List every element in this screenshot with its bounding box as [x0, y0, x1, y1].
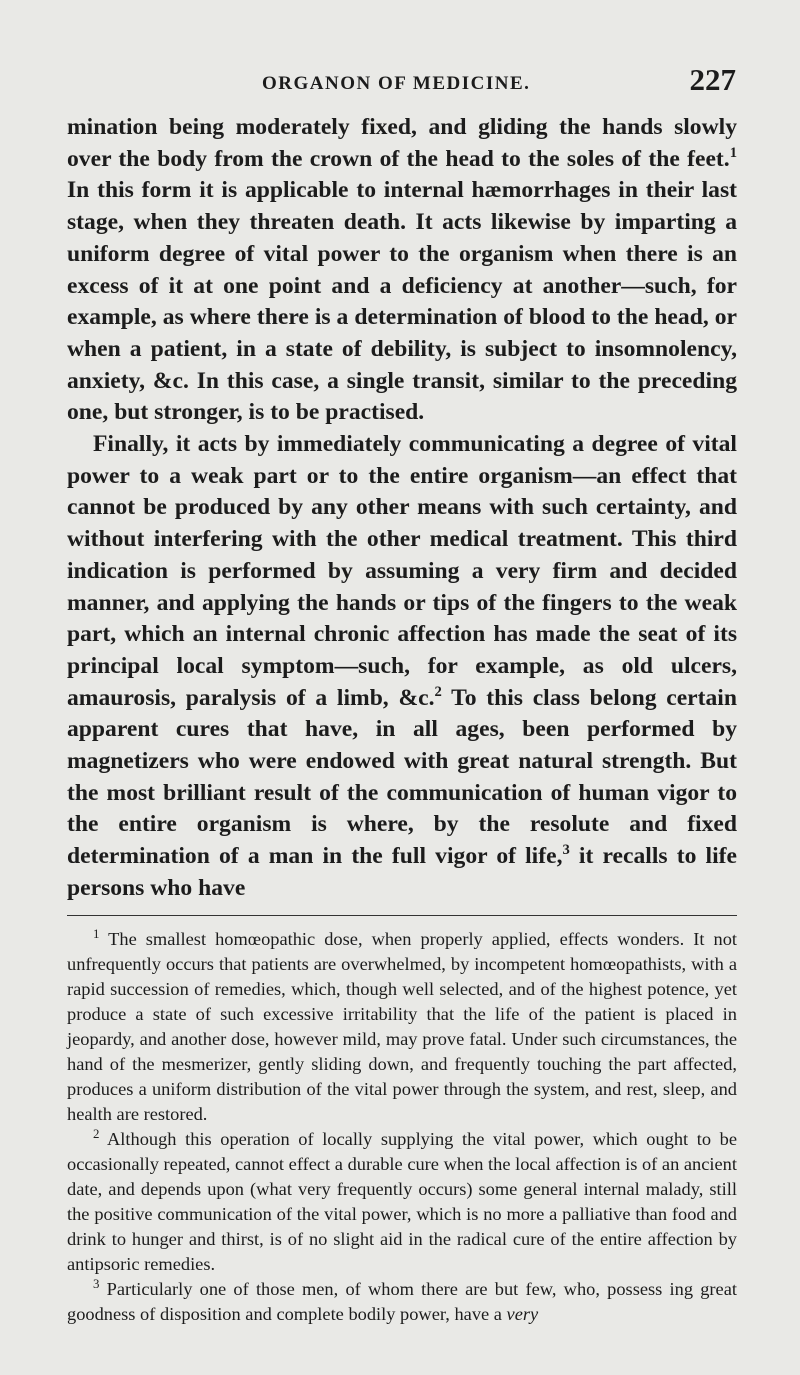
footnote-mark: 2 [93, 1126, 100, 1141]
paragraph-text: Finally, it acts by immediately communicating a degree of vital power to a weak part or to the entire organism—an effect that cannot be produced by any other means with such certainty, and without interfering with the other medical treatment. This third indication is performed by assuming a very firm and decided manner, and applying the hands or tips of the fingers to the weak part, which an internal chronic affection has made the seat of its principal local symptom—such, for example, as old ulcers, amaurosis, paralysis of a limb, &c. [67, 431, 737, 711]
paragraph-text: To this class belong certain apparent cures that have, in all ages, been performed by magnetizers who were endowed with great natural strength. But the most brilliant result of the communication of human vigor to the entire organism is where, by the resolute and fixed determination of a man in the full vigor of life, [67, 684, 737, 870]
main-text [67, 112, 737, 905]
footnote-italic-word: very [506, 1304, 539, 1324]
footnote-divider [67, 915, 737, 916]
paragraph-text: it recalls to life persons who have [67, 843, 737, 901]
footnote-mark: 3 [93, 1276, 100, 1291]
page-header [66, 60, 736, 100]
footnote-ref-3: 3 [562, 842, 570, 859]
footnote-mark: 1 [93, 926, 100, 941]
paragraph-finally [67, 429, 737, 905]
footnote-text: The smallest homœopathic dose, when properly applied, effects wonders. It not unfrequently occurs that patients are overwhelmed, by incompetent homœopathists, with a rapid succession of remedies, which, though well selected, and of the highest potence, yet produce a state of such excessive irritability that the life of the patient is placed in jeopardy, and another dose, however mild, may prove fatal. Under such circumstances, the hand of the mesmerizer, gently sliding down, and frequently touching the part affected, produces a uniform distribution of the vital power through the system, and rest, sleep, and health are restored. [67, 929, 737, 1124]
running-title: ORGANON OF MEDICINE. [262, 73, 531, 94]
paragraph-text: In this form it is applicable to internal hæmorrhages in their last stage, when they threaten death. It acts likewise by imparting a uniform degree of vital power to the organism when there is an excess of it at one point and a deficiency at another—such, for example, as where there is a determination of blood to the head, or when a patient, in a state of debility, is subject to insomnolency, anxiety, &c. In this case, a single transit, similar to the preceding one, but stronger, is to be practised. [67, 177, 737, 426]
footnote-text: Although this operation of locally supplying the vital power, which ought to be occasionally repeated, cannot effect a durable cure when the local affection is of an ancient date, and depends upon (what very frequently occurs) some general internal malady, still the positive communication of the vital power, which is no more a palliative than food and drink to hunger and thirst, is of no slight aid in the radical cure of the entire affection by antipsoric remedies. [67, 1129, 737, 1274]
paragraph-continued [67, 112, 737, 429]
footnote-ref-1: 1 [729, 144, 737, 161]
footnote-3 [67, 1277, 737, 1327]
footnote-text: Particularly one of those men, of whom there are but few, who, possess ing great goodness of disposition and complete bodily power, have a [67, 1279, 737, 1324]
footnotes [67, 927, 737, 1327]
footnote-ref-2: 2 [434, 683, 442, 700]
paragraph-text: mination being moderately fixed, and gliding the hands slowly over the body from the crown of the head to the soles of the feet. [67, 114, 737, 172]
footnote-1 [67, 927, 737, 1127]
page-number: 227 [689, 62, 736, 97]
footnote-2 [67, 1127, 737, 1277]
